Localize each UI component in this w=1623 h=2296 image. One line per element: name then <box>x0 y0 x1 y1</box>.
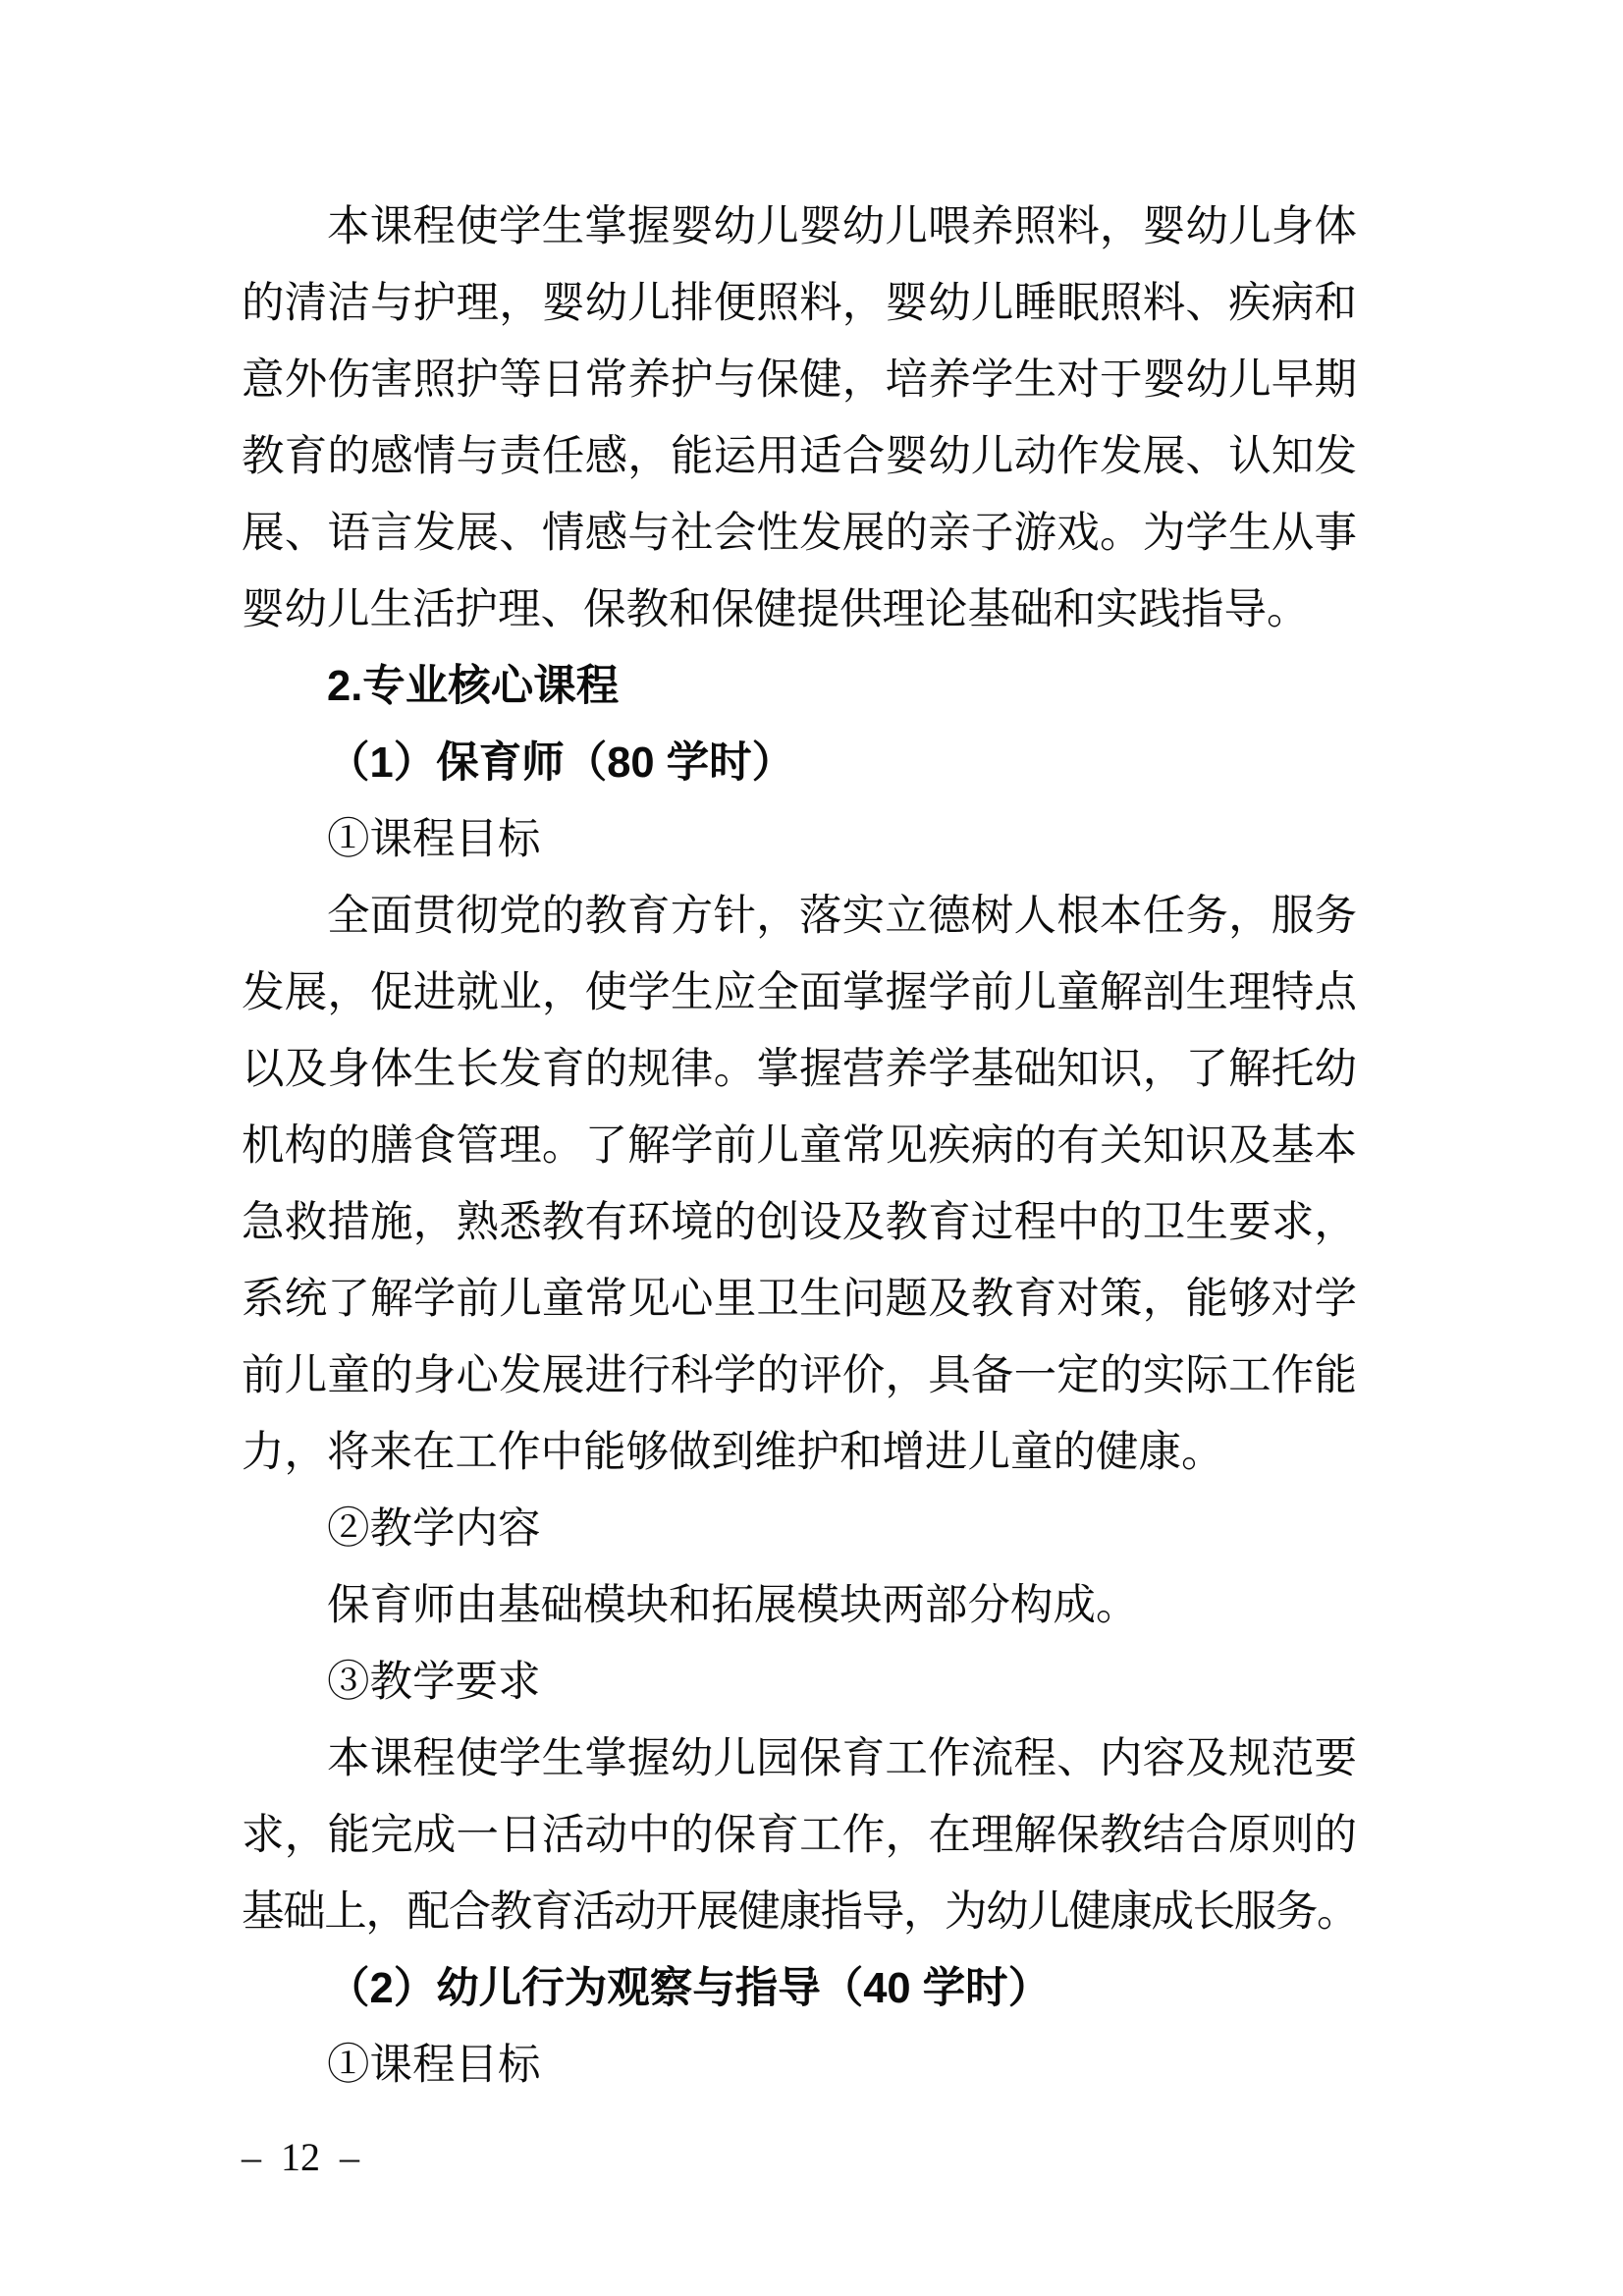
text-line: 本课程使学生掌握婴幼儿婴幼儿喂养照料，婴幼儿身体 <box>327 203 1357 250</box>
text-line: 机构的膳食管理。了解学前儿童常见疾病的有关知识及基本 <box>242 1122 1357 1170</box>
text-line: 全面贯彻党的教育方针，落实立德树人根本任务，服务 <box>327 893 1357 940</box>
text-line: ①课程目标 <box>327 2042 541 2089</box>
text-line: 系统了解学前儿童常见心里卫生问题及教育对策，能够对学 <box>242 1276 1357 1323</box>
text-line: ①课程目标 <box>327 816 541 863</box>
text-line: 以及身体生长发育的规律。掌握营养学基础知识，了解托幼 <box>242 1046 1357 1093</box>
text-line: ③教学要求 <box>327 1659 541 1706</box>
text-line: （2）幼儿行为观察与指导（40 学时） <box>327 1965 1052 2012</box>
text-line: 求，能完成一日活动中的保育工作，在理解保教结合原则的 <box>242 1812 1357 1859</box>
text-line: 展、语言发展、情感与社会性发展的亲子游戏。为学生从事 <box>242 510 1357 557</box>
text-line: （1）保育师（80 学时） <box>327 739 795 787</box>
text-line: 前儿童的身心发展进行科学的评价，具备一定的实际工作能 <box>242 1352 1357 1399</box>
text-line: 保育师由基础模块和拓展模块两部分构成。 <box>327 1582 1139 1629</box>
text-line: ②教学内容 <box>327 1505 541 1553</box>
text-line: 2.专业核心课程 <box>327 663 620 710</box>
text-line: 本课程使学生掌握幼儿园保育工作流程、内容及规范要 <box>327 1735 1357 1782</box>
text-line: 意外伤害照护等日常养护与保健，培养学生对于婴幼儿早期 <box>242 356 1357 404</box>
text-line: 发展，促进就业，使学生应全面掌握学前儿童解剖生理特点 <box>242 969 1357 1016</box>
document-body <box>242 189 1357 2104</box>
text-line: 力，将来在工作中能够做到维护和增进儿童的健康。 <box>242 1429 1224 1476</box>
text-line: 的清洁与护理，婴幼儿排便照料，婴幼儿睡眠照料、疾病和 <box>242 280 1357 327</box>
page-number: – 12 – <box>242 2135 359 2179</box>
text-line: 基础上，配合教育活动开展健康指导，为幼儿健康成长服务。 <box>242 1888 1357 1936</box>
text-line: 教育的感情与责任感，能运用适合婴幼儿动作发展、认知发 <box>242 433 1357 480</box>
text-line: 婴幼儿生活护理、保教和保健提供理论基础和实践指导。 <box>242 586 1310 633</box>
text-line: 急救措施，熟悉教有环境的创设及教育过程中的卫生要求， <box>242 1199 1357 1246</box>
